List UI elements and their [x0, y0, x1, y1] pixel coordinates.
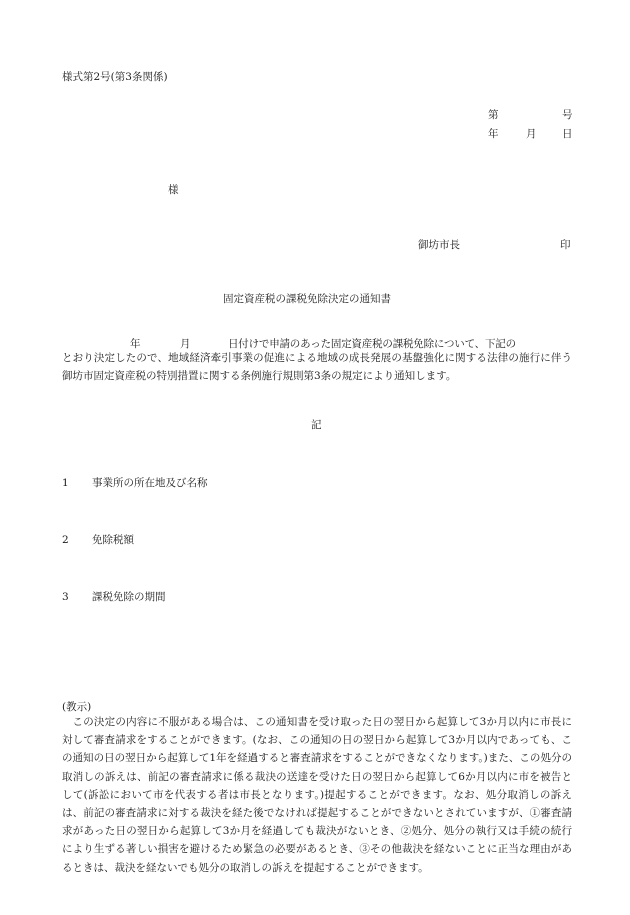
body-year-label: 年	[130, 338, 141, 350]
body-month-label: 月	[180, 338, 191, 350]
date-month-label: 月	[526, 128, 537, 140]
form-title: 様式第2号(第3条関係)	[62, 71, 168, 83]
item-label-exemption-period: 課税免除の期間	[92, 591, 166, 603]
item-label-location-name: 事業所の所在地及び名称	[92, 477, 208, 489]
date-day-label: 日	[562, 128, 573, 140]
issuer-seal: 印	[560, 239, 571, 251]
ref-go: 号	[562, 109, 573, 121]
notice-heading: (教示)	[62, 701, 92, 713]
item-label-exemption-amount: 免除税額	[92, 534, 134, 546]
issuer-name: 御坊市長	[418, 239, 460, 251]
item-number: 2	[62, 534, 69, 546]
addressee-sama: 様	[168, 184, 179, 196]
notice-text: この決定の内容に不服がある場合は、この通知書を受け取った日の翌日から起算して3か月以内に市長に対して審査請求をすることができます。(なお、この通知の日の翌日から起算して3か月以内であっても、この通知の日の翌日から起算して1年を経過すると審査請求をすることができなくなります。)また、この処分の取消しの訴えは、前記の審査請求に係る裁決の送達を受けた日の翌日から起算して6か月以内に市を被告として(訴訟において市を代表する者は市長となります。)提起することができます。なお、処分取消しの訴えは、前記の審査請求に対する裁決を経た後でなければ提起することができないとされていますが、①審査請求があった日の翌日から起算して3か月を経過しても裁決がないとき、②処分、処分の執行又は手続の続行により生ずる著しい損害を避けるため緊急の必要があるとき、③その他裁決を経ないことに正当な理由があるときは、裁決を経ないでも処分の取消しの訴えを提起することができます。	[62, 716, 572, 874]
date-year-label: 年	[488, 128, 499, 140]
body-line-1: 日付けで申請のあった固定資産税の課税免除について、下記の	[228, 338, 516, 350]
ref-dai: 第	[488, 109, 499, 121]
body-paragraph: とおり決定したので、地域経済牽引事業の促進による地域の成長発展の基盤強化に関する法律の施行に伴う御坊市固定資産税の特別措置に関する条例施行規則第3条の規定により通知します。	[62, 352, 572, 383]
item-number: 3	[62, 591, 69, 603]
ki-marker: 記	[311, 419, 322, 431]
document-title: 固定資産税の課税免除決定の通知書	[223, 293, 391, 305]
item-number: 1	[62, 477, 69, 489]
